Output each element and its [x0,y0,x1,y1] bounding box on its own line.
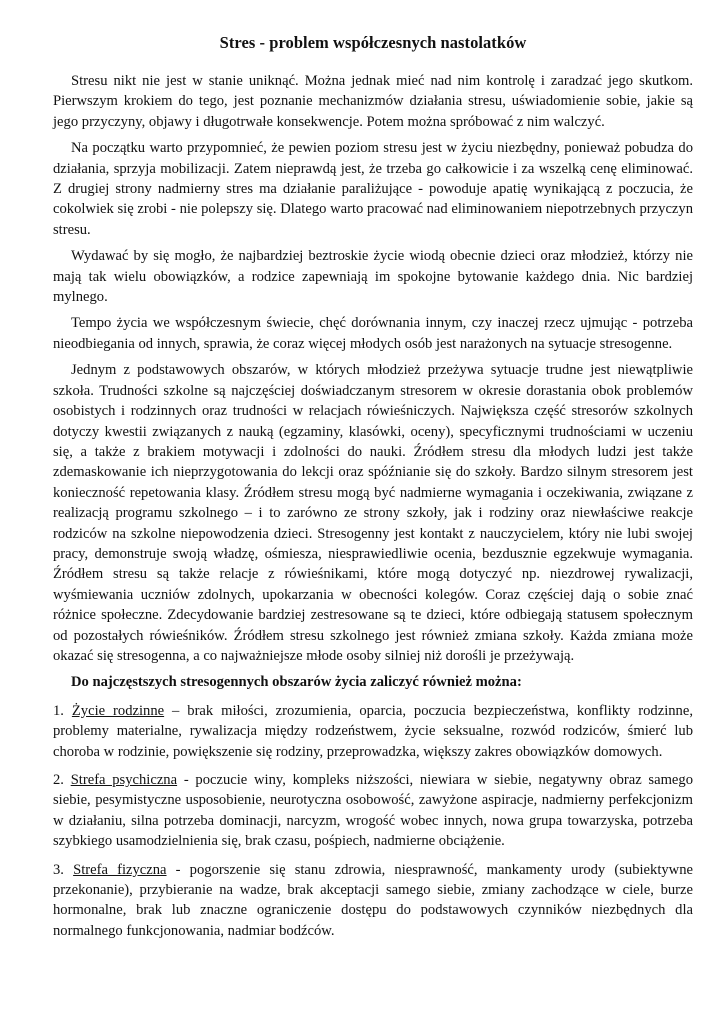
list-item-text: – brak miłości, zrozumienia, oparcia, poczucia bezpieczeństwa, konflikty rodzinne, problemy materialne, rywalizacja między rodzeństwem, życie seksualne, rozwód rodziców, śmierć lub choroba w rodzinie, powiększenie się rodziny, przeprowadzka, większy zakres obowiązków domowych. [53,702,693,760]
paragraph-life-tempo: Tempo życia we współczesnym świecie, chęć dorównania innym, czy inaczej rzecz ujmując - potrzeba nieodbiegania od innych, sprawia, że coraz więcej młodych osób jest narażonych na sytuacje stresogenne. [53,315,693,352]
section-subheading: Do najczęstszych stresogennych obszarów życia zaliczyć również można: [71,674,522,691]
list-item-label: Życie rodzinne [71,702,165,719]
paragraph-school-stress: Jednym z podstawowych obszarów, w których młodzież przeżywa sytuacje trudne jest niewątpliwie szkoła. Trudności szkolne są najczęściej doświadczanym stresorem w okresie dorastania obok problemów osobistych i rodzinnych oraz trudności w relacjach rówieśniczych. Największa część stresorów szkolnych dotyczy kwestii związanych z nauką (egzaminy, klasówki, oceny), specyficznymi trudnościami w uczeniu się, a także z brakiem motywacji i zdolności do nauki. Źródłem stresu dla młodych ludzi jest także zdemaskowanie ich nieprzygotowania do lekcji oraz spóźnianie się do szkoły. Bardzo silnym stresorem jest konieczność repetowania klasy. Źródłem stresu mogą być nadmierne wymagania i oczekiwania, związane z realizacją programu szkolnego – i to zarówno ze strony szkoły, jak i rodziny oraz niewłaściwe reakcje rodziców na szkolne niepowodzenia dzieci. Stresogenny jest kontakt z nauczycielem, który nie lubi swojej pracy, demonstruje swoją władzę, ośmiesza, niesprawiedliwie ocenia, bezdusznie egzekwuje wymagania. Źródłem stresu są także relacje z rówieśnikami, które mogą dotyczyć np. niezdrowej rywalizacji, wyśmiewania uczniów zdolnych, upokarzania w obecności kolegów. Coraz częściej dają o sobie znać różnice społeczne. Zdecydowanie bardziej zestresowane są te dzieci, które odbiegają statusem społecznym od pozostałych rówieśników. Źródłem stresu szkolnego jest również zmiana szkoły. Każda zmiana może okazać się stresogenna, a co najważniejsze młode osoby silniej niż dorośli je przeżywają. [53,362,693,664]
document-page [53,32,693,949]
list-item-number: 1. [53,702,64,719]
list-item-label: Strefa psychiczna [70,772,178,788]
paragraph-intro: Stresu nikt nie jest w stanie uniknąć. Można jednak mieć nad nim kontrolę i zaradzać jego skutkom. Pierwszym krokiem do tego, jest poznanie mechanizmów działania stresu, uświadomienie sobie, jakie są jego przyczyny, objawy i długotrwałe konsekwencje. Potem można spróbować z nim walczyć. [53,73,693,130]
list-item-physical-sphere [53,860,693,942]
list-item-number: 2. [53,772,64,788]
paragraph-stress-level: Na początku warto przypomnieć, że pewien poziom stresu jest w życiu niezbędny, ponieważ pobudza do działania, sprzyja mobilizacji. Zatem nieprawdą jest, że trzeba go całkowicie i za wszelką cenę eliminować. Z drugiej strony nadmierny stres ma działanie paraliżujące - powoduje apatię wynikającą z poczucia, że cokolwiek się zrobi - nie polepszy się. Dlatego warto pracować nad eliminowaniem niepotrzebnych przyczyn stresu. [53,140,693,238]
list-item-label: Strefa fizyczna [73,861,167,878]
list-item-family-life [53,701,693,762]
list-item-text: - pogorszenie się stanu zdrowia, niesprawność, mankamenty urody (subiektywne przekonanie), przybieranie na wadze, brak akceptacji samego siebie, zmiany zachodzące w ciele, burze hormonalne, brak lub znaczne ograniczenie dostępu do podstawowych czynników niezbędnych dla normalnego funkcjonowania, nadmiar bodźców. [53,861,693,939]
list-item-psychological-sphere [53,770,693,852]
paragraph-carefree-life: Wydawać by się mogło, że najbardziej beztroskie życie wiodą obecnie dzieci oraz młodzież, którzy nie mają tak wielu obowiązków, a rodzice zapewniają im spokojne bytowanie każdego dnia. Nic bardziej mylnego. [53,248,693,306]
list-item-number: 3. [53,861,64,878]
list-item-text: - poczucie winy, kompleks niższości, niewiara w siebie, negatywny obraz samego siebie, pesymistyczne usposobienie, neurotyczna osobowość, zawyżone aspiracje, nadmierny perfekcjonizm w działaniu, silna potrzeba dominacji, narcyzm, wrogość wobec innych, nowa grupa towarzyska, potrzeba szybkiego usamodzielnienia się, brak czasu, pośpiech, nadmierne obciążenie. [53,772,694,850]
document-title: Stres - problem współczesnych nastolatków [219,33,527,52]
